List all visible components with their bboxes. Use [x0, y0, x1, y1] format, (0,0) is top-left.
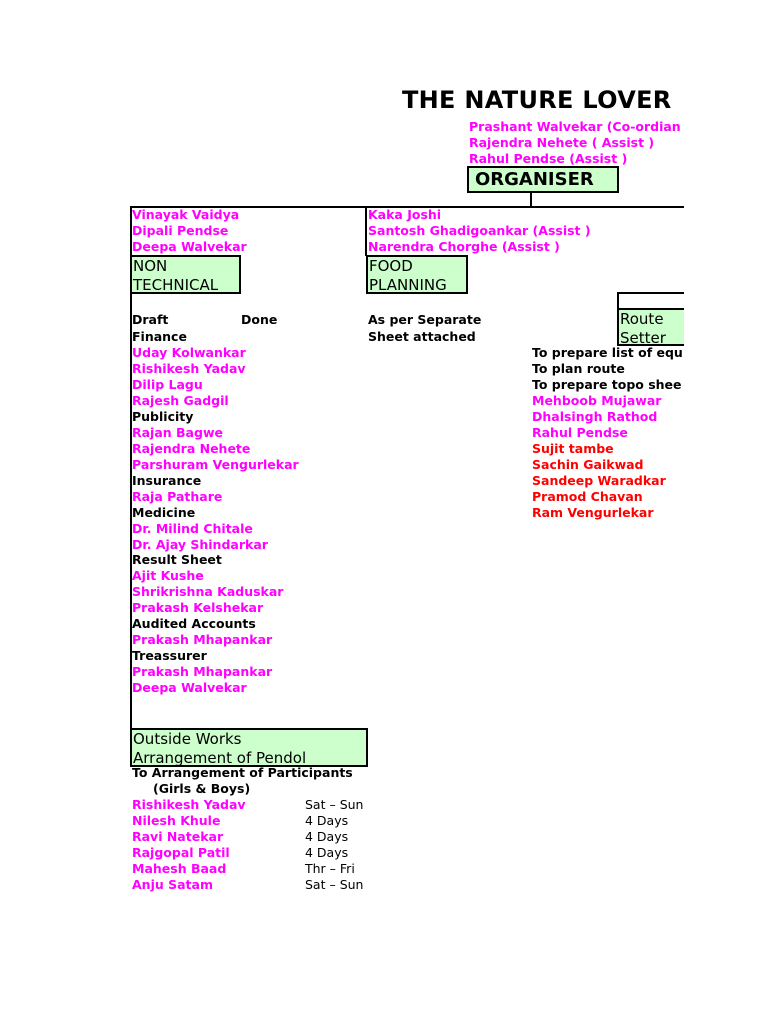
non-technical-label: NON: [133, 257, 168, 275]
outside-works-label: Outside Works: [133, 730, 242, 748]
member-name: Vinayak Vaidya: [132, 207, 240, 222]
route-task: To prepare topo shee: [532, 377, 682, 392]
member-name: Prakash Mhapankar: [132, 664, 273, 679]
route-task: To prepare list of equ: [532, 345, 683, 360]
member-name: Deepa Walvekar: [132, 680, 247, 695]
duration: 4 Days: [305, 813, 349, 828]
coordinator-name: Rahul Pendse (Assist ): [469, 151, 628, 166]
connector-line: [365, 206, 367, 256]
duration: Sat – Sun: [305, 877, 364, 892]
member-name: Rajgopal Patil: [132, 845, 230, 860]
connector-line: [617, 292, 619, 308]
member-name: Nilesh Khule: [132, 813, 221, 828]
member-name: Dhalsingh Rathod: [532, 409, 658, 424]
member-name: Sujit tambe: [532, 441, 614, 456]
member-name: Santosh Ghadigoankar (Assist ): [368, 223, 591, 238]
outside-works-sub: (Girls & Boys): [153, 781, 251, 796]
member-name: Dr. Ajay Shindarkar: [132, 537, 268, 552]
member-name: Rishikesh Yadav: [132, 361, 246, 376]
member-name: Prakash Kelshekar: [132, 600, 264, 615]
member-name: Dipali Pendse: [132, 223, 229, 238]
outside-works-label: Arrangement of Pendol: [133, 749, 307, 767]
draft-status: Done: [241, 312, 278, 327]
member-name: Deepa Walvekar: [132, 239, 247, 254]
member-name: Raja Pathare: [132, 489, 223, 504]
draft-label: Draft: [132, 312, 169, 327]
duration: Thr – Fri: [305, 861, 355, 876]
food-planning-label: FOOD: [369, 257, 413, 275]
route-setter-label: Route: [620, 310, 664, 328]
section-heading: Medicine: [132, 505, 196, 520]
section-heading: Insurance: [132, 473, 202, 488]
member-name: Uday Kolwankar: [132, 345, 246, 360]
route-setter-label: Setter: [620, 329, 666, 347]
member-name: Kaka Joshi: [368, 207, 442, 222]
non-technical-box: [130, 255, 241, 294]
member-name: Prakash Mhapankar: [132, 632, 273, 647]
route-setter-box: [617, 308, 684, 346]
food-planning-label: PLANNING: [369, 276, 447, 294]
member-name: Anju Satam: [132, 877, 213, 892]
duration: 4 Days: [305, 845, 349, 860]
member-name: Ajit Kushe: [132, 568, 204, 583]
member-name: Rajesh Gadgil: [132, 393, 229, 408]
member-name: Parshuram Vengurlekar: [132, 457, 299, 472]
member-name: Mahesh Baad: [132, 861, 227, 876]
member-name: Ravi Natekar: [132, 829, 224, 844]
member-name: Ram Vengurlekar: [532, 505, 654, 520]
connector-line: [617, 292, 684, 294]
coordinator-name: Prashant Walvekar (Co-ordian: [469, 119, 681, 134]
section-heading: Result Sheet: [132, 552, 222, 567]
section-heading: Audited Accounts: [132, 616, 256, 631]
organiser-box: [467, 166, 619, 193]
member-name: Rahul Pendse: [532, 425, 628, 440]
member-name: Pramod Chavan: [532, 489, 643, 504]
food-note: Sheet attached: [368, 329, 476, 344]
duration: 4 Days: [305, 829, 349, 844]
outside-works-box: [130, 728, 368, 767]
member-name: Dilip Lagu: [132, 377, 203, 392]
member-name: Shrikrishna Kaduskar: [132, 584, 284, 599]
route-task: To plan route: [532, 361, 625, 376]
non-technical-label: TECHNICAL: [133, 276, 219, 294]
member-name: Mehboob Mujawar: [532, 393, 662, 408]
member-name: Dr. Milind Chitale: [132, 521, 253, 536]
food-note: As per Separate: [368, 312, 482, 327]
member-name: Narendra Chorghe (Assist ): [368, 239, 560, 254]
outside-works-sub: To Arrangement of Participants: [132, 765, 353, 780]
organiser-label: ORGANISER: [475, 169, 594, 190]
member-name: Sandeep Waradkar: [532, 473, 666, 488]
food-planning-box: [366, 255, 468, 294]
section-heading: Treassurer: [132, 648, 207, 663]
section-heading: Publicity: [132, 409, 194, 424]
member-name: Sachin Gaikwad: [532, 457, 644, 472]
member-name: Rajan Bagwe: [132, 425, 223, 440]
member-name: Rajendra Nehete: [132, 441, 251, 456]
section-heading: Finance: [132, 329, 187, 344]
member-name: Rishikesh Yadav: [132, 797, 246, 812]
coordinator-name: Rajendra Nehete ( Assist ): [469, 135, 655, 150]
page-title: THE NATURE LOVER: [402, 86, 672, 114]
duration: Sat – Sun: [305, 797, 364, 812]
